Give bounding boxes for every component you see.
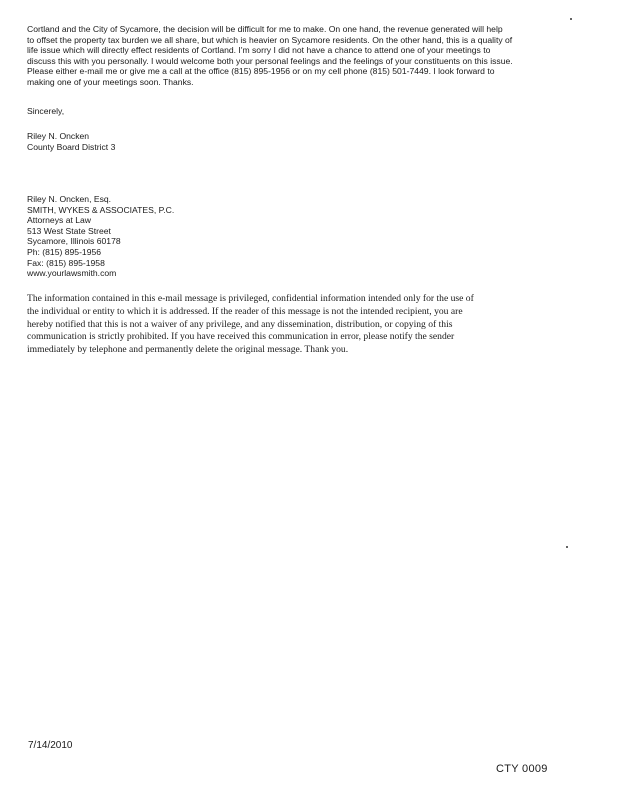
signer <box>27 131 607 152</box>
closing <box>27 106 607 117</box>
confidentiality-disclaimer <box>27 293 607 357</box>
signature-line: Attorneys at Law <box>27 215 92 226</box>
letter-paragraph <box>27 24 607 88</box>
paragraph-line: life issue which will directly effect residents of Cortland. I'm sorry I did not have a chance to attend one of your meetings to <box>27 45 491 56</box>
footer-date: 7/14/2010 <box>28 740 73 751</box>
signature-line: Riley N. Oncken, Esq. <box>27 194 112 204</box>
disclaimer-line: communication is strictly prohibited. If you have received this communication in error, please notify the sender <box>27 331 455 343</box>
signature-line: 513 West State Street <box>27 225 111 236</box>
disclaimer-line: the individual or entity to which it is addressed. If the reader of this message is not the intended recipient, you are <box>27 305 463 317</box>
signer-title: County Board District 3 <box>27 141 116 152</box>
scan-speck <box>566 546 568 548</box>
paragraph-line: to offset the property tax burden we all share, but which is heavier on Sycamore residents. On the other hand, this is a quality of <box>27 34 513 45</box>
signature-block <box>27 194 607 279</box>
signature-line: www.yourlawsmith.com <box>27 268 117 279</box>
bates-number: CTY 0009 <box>496 763 548 775</box>
scan-speck <box>570 18 572 20</box>
signer-name: Riley N. Oncken <box>27 131 90 141</box>
signature-line: SMITH, WYKES & ASSOCIATES, P.C. <box>27 204 175 215</box>
signature-line: Sycamore, Illinois 60178 <box>27 236 121 247</box>
paragraph-line: Please either e-mail me or give me a call at the office (815) 895-1956 or on my cell phone (815) 501-7449. I look forward to <box>27 66 495 77</box>
closing-text: Sincerely, <box>27 106 65 116</box>
paragraph-line: discuss this with you personally. I would welcome both your personal feelings and the feelings of your constituents on this issue. <box>27 55 513 66</box>
disclaimer-line: immediately by telephone and permanently delete the original message. Thank you. <box>27 344 349 356</box>
disclaimer-line: hereby notified that this is not a waiver of any privilege, and any dissemination, distribution, or copying of this <box>27 318 453 330</box>
signature-line: Fax: (815) 895-1958 <box>27 257 105 268</box>
paragraph-line: Cortland and the City of Sycamore, the decision will be difficult for me to make. On one hand, the revenue generated will help <box>27 24 503 34</box>
disclaimer-line: The information contained in this e-mail message is privileged, confidential information intended only for the use of <box>27 293 474 304</box>
signature-line: Ph: (815) 895-1956 <box>27 246 102 257</box>
paragraph-line: making one of your meetings soon. Thanks. <box>27 76 194 87</box>
